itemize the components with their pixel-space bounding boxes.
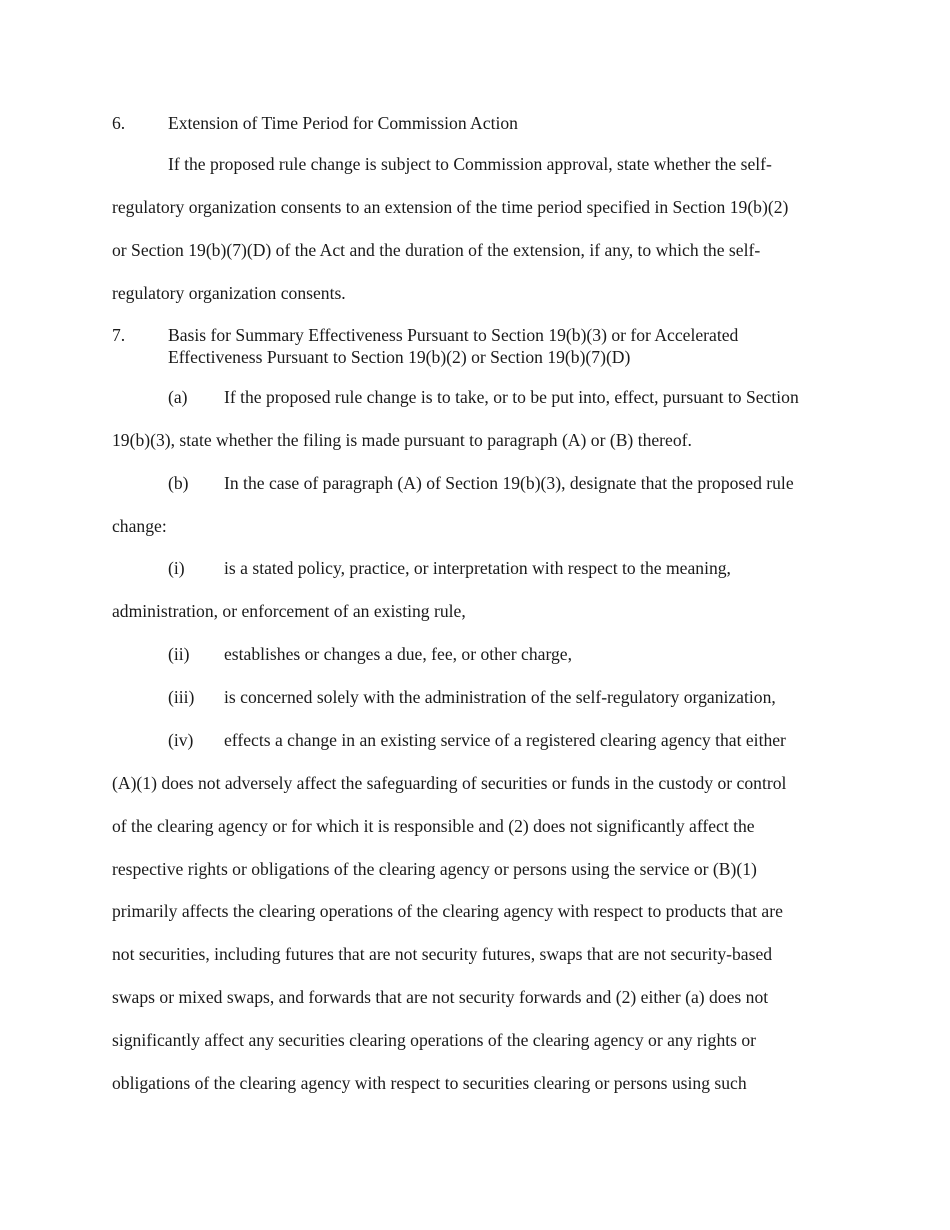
item-iv-line-2: of the clearing agency or for which it is responsible and (2) does not significantly affect the [112, 816, 755, 836]
section-6-heading: Extension of Time Period for Commission Action [168, 113, 518, 133]
item-iv-label: (iv) [168, 730, 194, 750]
section-7-heading-line-2: Effectiveness Pursuant to Section 19(b)(2) or Section 19(b)(7)(D) [168, 347, 631, 367]
item-b-label: (b) [168, 473, 189, 493]
item-a-continuation: 19(b)(3), state whether the filing is made pursuant to paragraph (A) or (B) thereof. [112, 430, 692, 450]
item-iv-line-5: not securities, including futures that are not security futures, swaps that are not security-based [112, 944, 773, 964]
section-6-number: 6. [112, 113, 126, 133]
section-6-line-4: regulatory organization consents. [112, 283, 346, 303]
item-i-continuation: administration, or enforcement of an existing rule, [112, 601, 466, 621]
item-i-text: is a stated policy, practice, or interpretation with respect to the meaning, [224, 558, 731, 578]
item-iv-line-8: obligations of the clearing agency with respect to securities clearing or persons using such [112, 1073, 747, 1093]
item-a-text: If the proposed rule change is to take, or to be put into, effect, pursuant to Section [224, 387, 799, 407]
section-6-line-3: or Section 19(b)(7)(D) of the Act and the duration of the extension, if any, to which the self- [112, 240, 761, 260]
section-6-line-2: regulatory organization consents to an extension of the time period specified in Section 19(b)(2) [112, 197, 789, 217]
item-iv-line-1: (A)(1) does not adversely affect the safeguarding of securities or funds in the custody or control [112, 773, 787, 793]
item-b-text: In the case of paragraph (A) of Section 19(b)(3), designate that the proposed rule [224, 473, 794, 493]
item-iv-line-6: swaps or mixed swaps, and forwards that are not security forwards and (2) either (a) does not [112, 987, 769, 1007]
item-iv-line-7: significantly affect any securities clearing operations of the clearing agency or any rights or [112, 1030, 757, 1050]
section-7-heading-line-1: Basis for Summary Effectiveness Pursuant to Section 19(b)(3) or for Accelerated [168, 325, 739, 345]
item-iv-line-3: respective rights or obligations of the clearing agency or persons using the service or (B)(1) [112, 859, 757, 879]
item-iii-label: (iii) [168, 687, 195, 707]
section-7-number: 7. [112, 325, 126, 345]
item-b-continuation: change: [112, 516, 167, 536]
item-ii-label: (ii) [168, 644, 190, 664]
item-iv-line-4: primarily affects the clearing operations of the clearing agency with respect to products that are [112, 901, 783, 921]
item-ii-text: establishes or changes a due, fee, or other charge, [224, 644, 572, 664]
item-a-label: (a) [168, 387, 188, 407]
section-6-line-1: If the proposed rule change is subject to Commission approval, state whether the self- [168, 154, 772, 174]
item-iv-text: effects a change in an existing service of a registered clearing agency that either [224, 730, 786, 750]
item-i-label: (i) [168, 558, 185, 578]
item-iii-text: is concerned solely with the administration of the self-regulatory organization, [224, 687, 776, 707]
